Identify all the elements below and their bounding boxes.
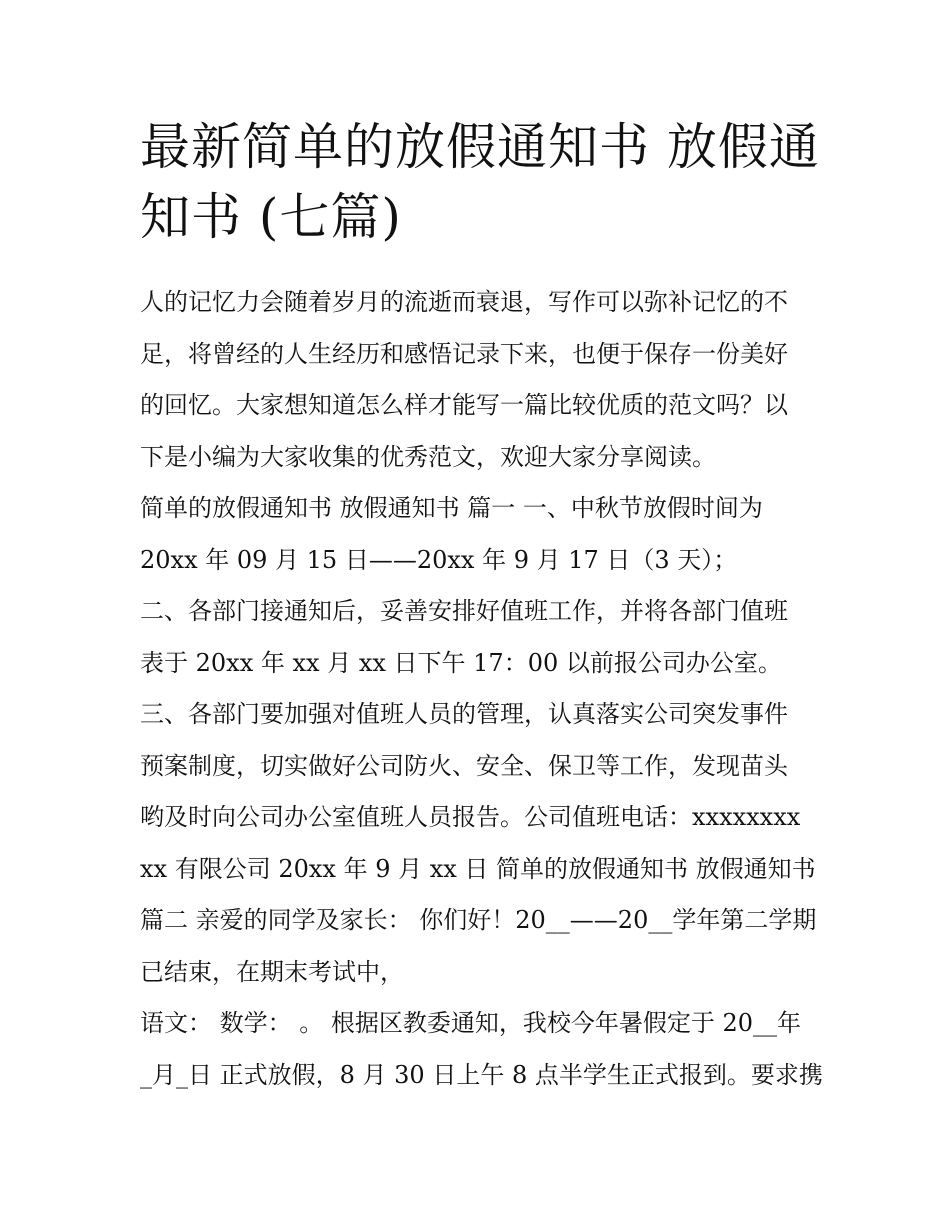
body-line: 人的记忆力会随着岁月的流逝而衰退，写作可以弥补记忆的不 [140,288,788,316]
body-line: xx 有限公司 20xx 年 9 月 xx 日 简单的放假通知书 放假通知书 [140,854,816,883]
document-title [140,112,820,252]
body-line: 20xx 年 09 月 15 日——20xx 年 9 月 17 日（3 天）； [140,545,738,574]
body-line: 足，将曾经的人生经历和感悟记录下来，也便于保存一份美好 [140,339,788,368]
body-line: 已结束，在期末考试中， [140,957,404,986]
body-line: 的回忆。大家想知道怎么样才能写一篇比较优质的范文吗？以 [140,391,788,419]
body-line: 下是小编为大家收集的优秀范文，欢迎大家分享阅读。 [140,442,716,471]
body-line: 三、各部门要加强对值班人员的管理，认真落实公司突发事件 [140,700,788,728]
title-line: 知书 (七篇) [140,188,402,246]
body-line: 表于 20xx 年 xx 月 xx 日下午 17：00 以前报公司办公室。 [140,648,782,677]
body-line: 哟及时向公司办公室值班人员报告。公司值班电话：xxxxxxxx [140,803,801,831]
body-line: _月_日 正式放假，8 月 30 日上午 8 点半学生正式报到。要求携 [140,1060,823,1089]
body-line: 语文： 数学： 。 根据区教委通知，我校今年暑假定于 20__年 [140,1009,802,1037]
title-line: 最新简单的放假通知书 放假通 [140,118,820,176]
body-line: 预案制度，切实做好公司防火、安全、保卫等工作，发现苗头 [140,751,788,780]
document-body [140,282,823,1106]
body-line: 简单的放假通知书 放假通知书 篇一 一、中秋节放假时间为 [140,494,763,522]
body-line: 二、各部门接通知后，妥善安排好值班工作，并将各部门值班 [140,597,788,625]
body-line: 篇二 亲爱的同学及家长： 你们好！20__——20__学年第二学期 [140,906,817,934]
